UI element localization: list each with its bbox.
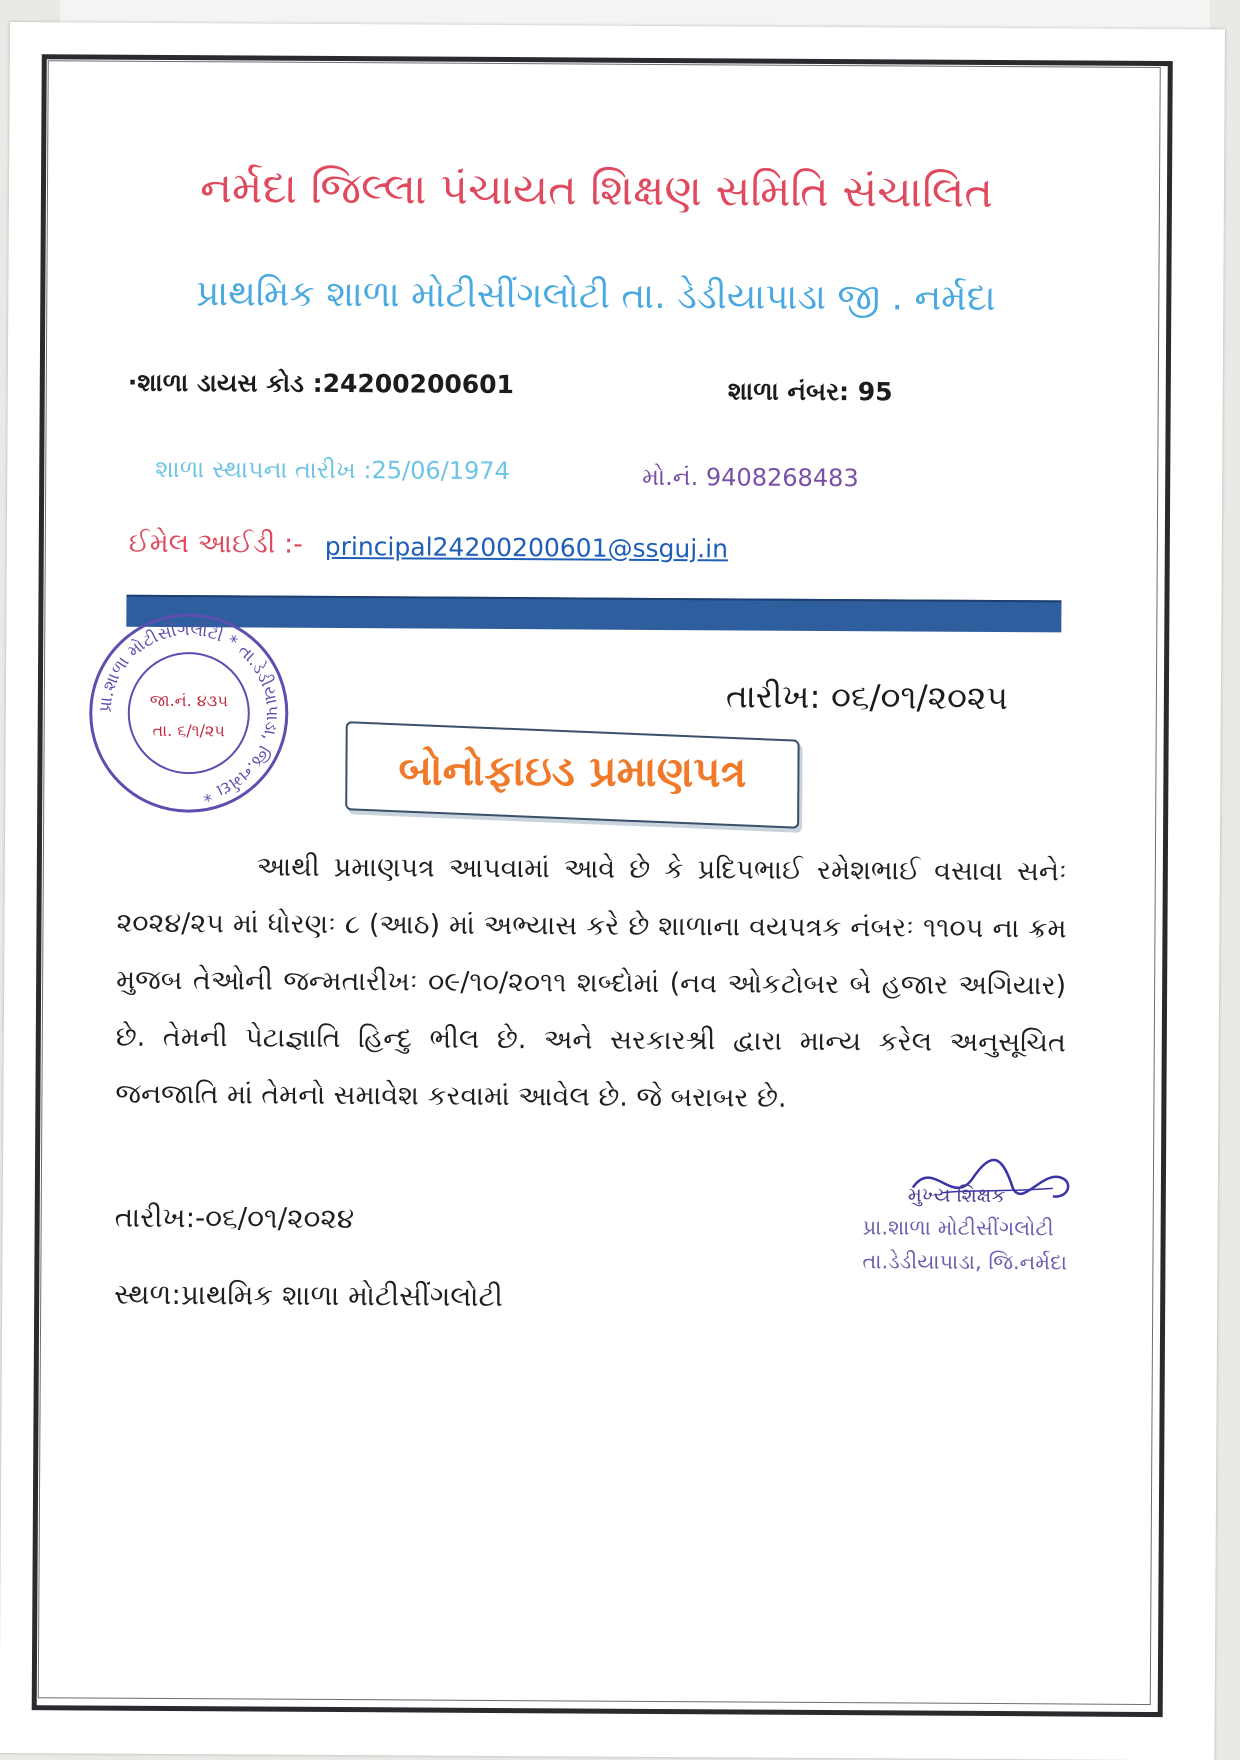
stamp-ring-text: પ્રા.શાળા મોટીસીંગલોટી * તા.ડેડીયાપાડા, જિ.નર્મદા *: [95, 619, 282, 805]
email-label: ઈમેલ આઈડી :-: [128, 527, 303, 560]
footer-place: સ્થળ:પ્રાથમિક શાળા મોટીસીંગલોટી: [114, 1277, 503, 1314]
stamp-inward-number: જા.નં. ૪૩૫: [149, 690, 228, 711]
email-link[interactable]: principal24200200601@ssguj.in: [324, 531, 729, 564]
dise-code: ·શાળા ડાયસ કોડ :24200200601: [127, 367, 515, 400]
mobile-number: મો.નં. 9408268483: [642, 462, 859, 493]
certificate-body: આથી પ્રમાણપત્ર આપવામાં આવે છે કે પ્રદિપભાઈ રમેશભાઈ વસાવા સનેઃ ૨૦૨૪/૨૫ માં ધોરણઃ ૮ (આઠ) માં અભ્યાસ કરે છે શાળાના વયપત્રક નંબરઃ ૧૧૦૫ ના ક્રમ મુજબ તેઓની જન્મતારીખઃ ૦૯/૧૦/૨૦૧૧ શબ્દોમાં (નવ ઓકટોબર બે હજાર અગિયાર) છે. તેમની પેટાજ્ઞાતિ હિન્દુ ભીલ છે. અને સરકારશ્રી દ્વારા માન્ય કરેલ અનુસૂચિત જનજાતિ માં તેમનો સમાવેશ કરવામાં આવેલ છે. જે બરાબર છે.: [115, 851, 1067, 1114]
certificate-title: બોનોફાઇડ પ્રમાણપત્ર: [398, 745, 747, 797]
signatory-school: પ્રા.શાળા મોટીસીંગલોટી: [862, 1215, 1054, 1241]
footer-date: તારીખ:-૦૬/૦૧/૨૦૨૪: [114, 1200, 355, 1236]
signatory-location: તા.ડેડીયાપાડા, જિ.નર્મદા: [862, 1249, 1068, 1275]
stamp-inward-date: તા. ૬/૧/૨૫: [152, 720, 225, 741]
certificate-page: [0, 22, 1225, 1760]
establishment-date: શાળા સ્થાપના તારીખ :25/06/1974: [155, 454, 510, 486]
certificate-title-banner: [345, 721, 799, 829]
school-stamp-icon: [83, 607, 294, 818]
school-number: શાળા નંબર: 95: [727, 376, 893, 407]
svg-text:પ્રા.શાળા મોટીસીંગલોટી * તા.ડે: [95, 618, 282, 805]
committee-heading: નર્મદા જિલ્લા પંચાયત શિક્ષણ સમિતિ સંચાલિત: [199, 163, 994, 219]
issue-date: તારીખ: ૦૬/૦૧/૨૦૨૫: [725, 676, 1009, 718]
school-heading: પ્રાથમિક શાળા મોટીસીંગલોટી તા. ડેડીયાપાડા જી . નર્મદા: [195, 273, 996, 320]
signatory-title: મુખ્ય શિક્ષક: [907, 1182, 1006, 1208]
